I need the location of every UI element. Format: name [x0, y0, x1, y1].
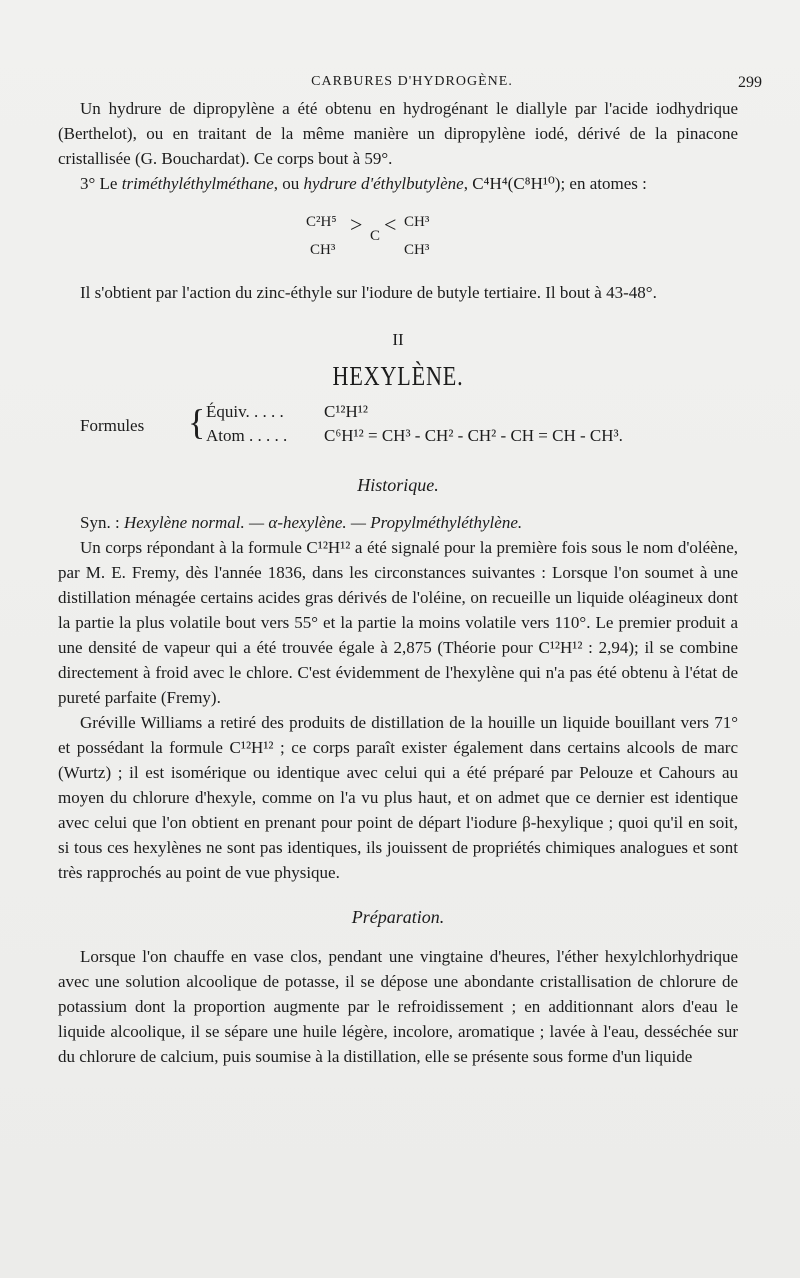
formula-row-value: C⁶H¹² = CH³ - CH² - CH² - CH = CH - CH³.: [324, 426, 623, 445]
structure-left-bonds: >: [350, 212, 363, 237]
formula-row-equiv: [206, 399, 368, 424]
formula-row-name: Équiv. . . . .: [206, 402, 284, 421]
formulas-brace: {: [188, 402, 206, 442]
synonyms-line: [58, 510, 738, 535]
item3-name: triméthyléthylméthane: [121, 174, 274, 193]
structure-bottom-right: CH³: [404, 242, 430, 258]
preparation-paragraph: Lorsque l'on chauffe en vase clos, pendant une vingtaine d'heures, l'éther hexylchlorhydrique avec une solution alcoolique de potasse, il se dépose une abondante cristallisation de chlorure de potassium dont la proportion augmente par le refroidissement ; en additionnant alors d'eau le liquide alcoolique, il se sépare une huile légère, incolore, aromatique ; lavée à l'eau, desséchée sur du chlorure de calcium, puis soumise à la distillation, elle se présente sous forme d'un liquide: [58, 947, 738, 1066]
page-body: [58, 96, 738, 1069]
formulas-label: Formules: [80, 416, 145, 435]
structure-bottom-left: CH³: [310, 242, 336, 258]
item3-formula: , C⁴H⁴(C⁸H¹⁰); en atomes :: [463, 174, 647, 193]
page-header: [54, 72, 770, 94]
historique-paragraph-2: Gréville Williams a retiré des produits de distillation de la houille un liquide bouillant vers 71° et possédant la formule C¹²H¹² ; ce corps paraît exister également dans certains alcools de marc (Wurtz) ; il est isomérique ou identique avec celui qui a été préparé par Pelouze et Cahours au moyen du chlorure d'hexyle, comme on l'a vu plus haut, et on admet que ce dernier est identique avec celui que l'on obtient en prenant pour point de départ l'iodure β-hexylique ; quoi qu'il en soit, si tous ces hexylènes ne sont pas identiques, ils jouissent de propriétés chimiques analogues et sont très rapprochés au point de vue physique.: [58, 713, 738, 882]
intro-paragraph: Un hydrure de dipropylène a été obtenu en hydrogénant le diallyle par l'acide iodhydrique (Berthelot), ou en traitant de la même manière un dipropylène iodé, dérivé de la pinacone cristallisée (G. Bouchardat). Ce corps bout à 59°.: [58, 99, 738, 168]
historique-heading: Historique.: [357, 475, 439, 495]
item3-preparation-paragraph: Il s'obtient par l'action du zinc-éthyle sur l'iodure de butyle tertiaire. Il bout à 43-48°.: [80, 283, 657, 302]
structure-top-right: CH³: [404, 214, 430, 230]
structure-right-bonds: <: [384, 212, 397, 237]
historique-paragraph-1: Un corps répondant à la formule C¹²H¹² a été signalé pour la première fois sous le nom d'oléène, par M. E. Fremy, dès l'année 1836, dans les circonstances suivantes : Lorsque l'on soumet à une distillation ménagée certains acides gras dérivés de l'oléine, on recueille un liquide oléagineux dont la partie la plus volatile bout vers 55° et la partie la moins volatile vers 110°. Le premier produit a une densité de vapeur qui a été trouvée égale à 2,875 (Théorie pour C¹²H¹² : 2,94); il se combine directement à froid avec le chlore. C'est évidemment de l'hexylène qui n'a pas été obtenu à l'état de pureté parfaite (Fremy).: [58, 538, 738, 707]
item3-middle: , ou: [273, 174, 304, 193]
section-title: HEXYLÈNE.: [332, 361, 464, 391]
structure-center-atom: C: [370, 228, 381, 244]
synonyms-prefix: Syn. :: [80, 513, 124, 532]
page-number: 299: [738, 74, 762, 91]
item3-paragraph: [58, 171, 738, 196]
running-title: CARBURES D'HYDROGÈNE.: [311, 74, 513, 89]
synonyms-names: Hexylène normal. — α-hexylène. — Propylméthyléthylène.: [123, 513, 523, 532]
section-number: II: [392, 330, 404, 349]
formulas-block: [58, 399, 738, 455]
structure-top-left: C²H⁵: [306, 214, 337, 230]
preparation-heading: Préparation.: [351, 907, 445, 927]
structural-formula: [58, 204, 738, 270]
formula-row-atom: [206, 423, 623, 448]
item3-prefix: 3° Le: [80, 174, 122, 193]
formula-row-name: Atom . . . . .: [206, 426, 288, 445]
formula-row-value: C¹²H¹²: [324, 402, 369, 421]
item3-alt-name: hydrure d'éthylbutylène: [303, 174, 464, 193]
